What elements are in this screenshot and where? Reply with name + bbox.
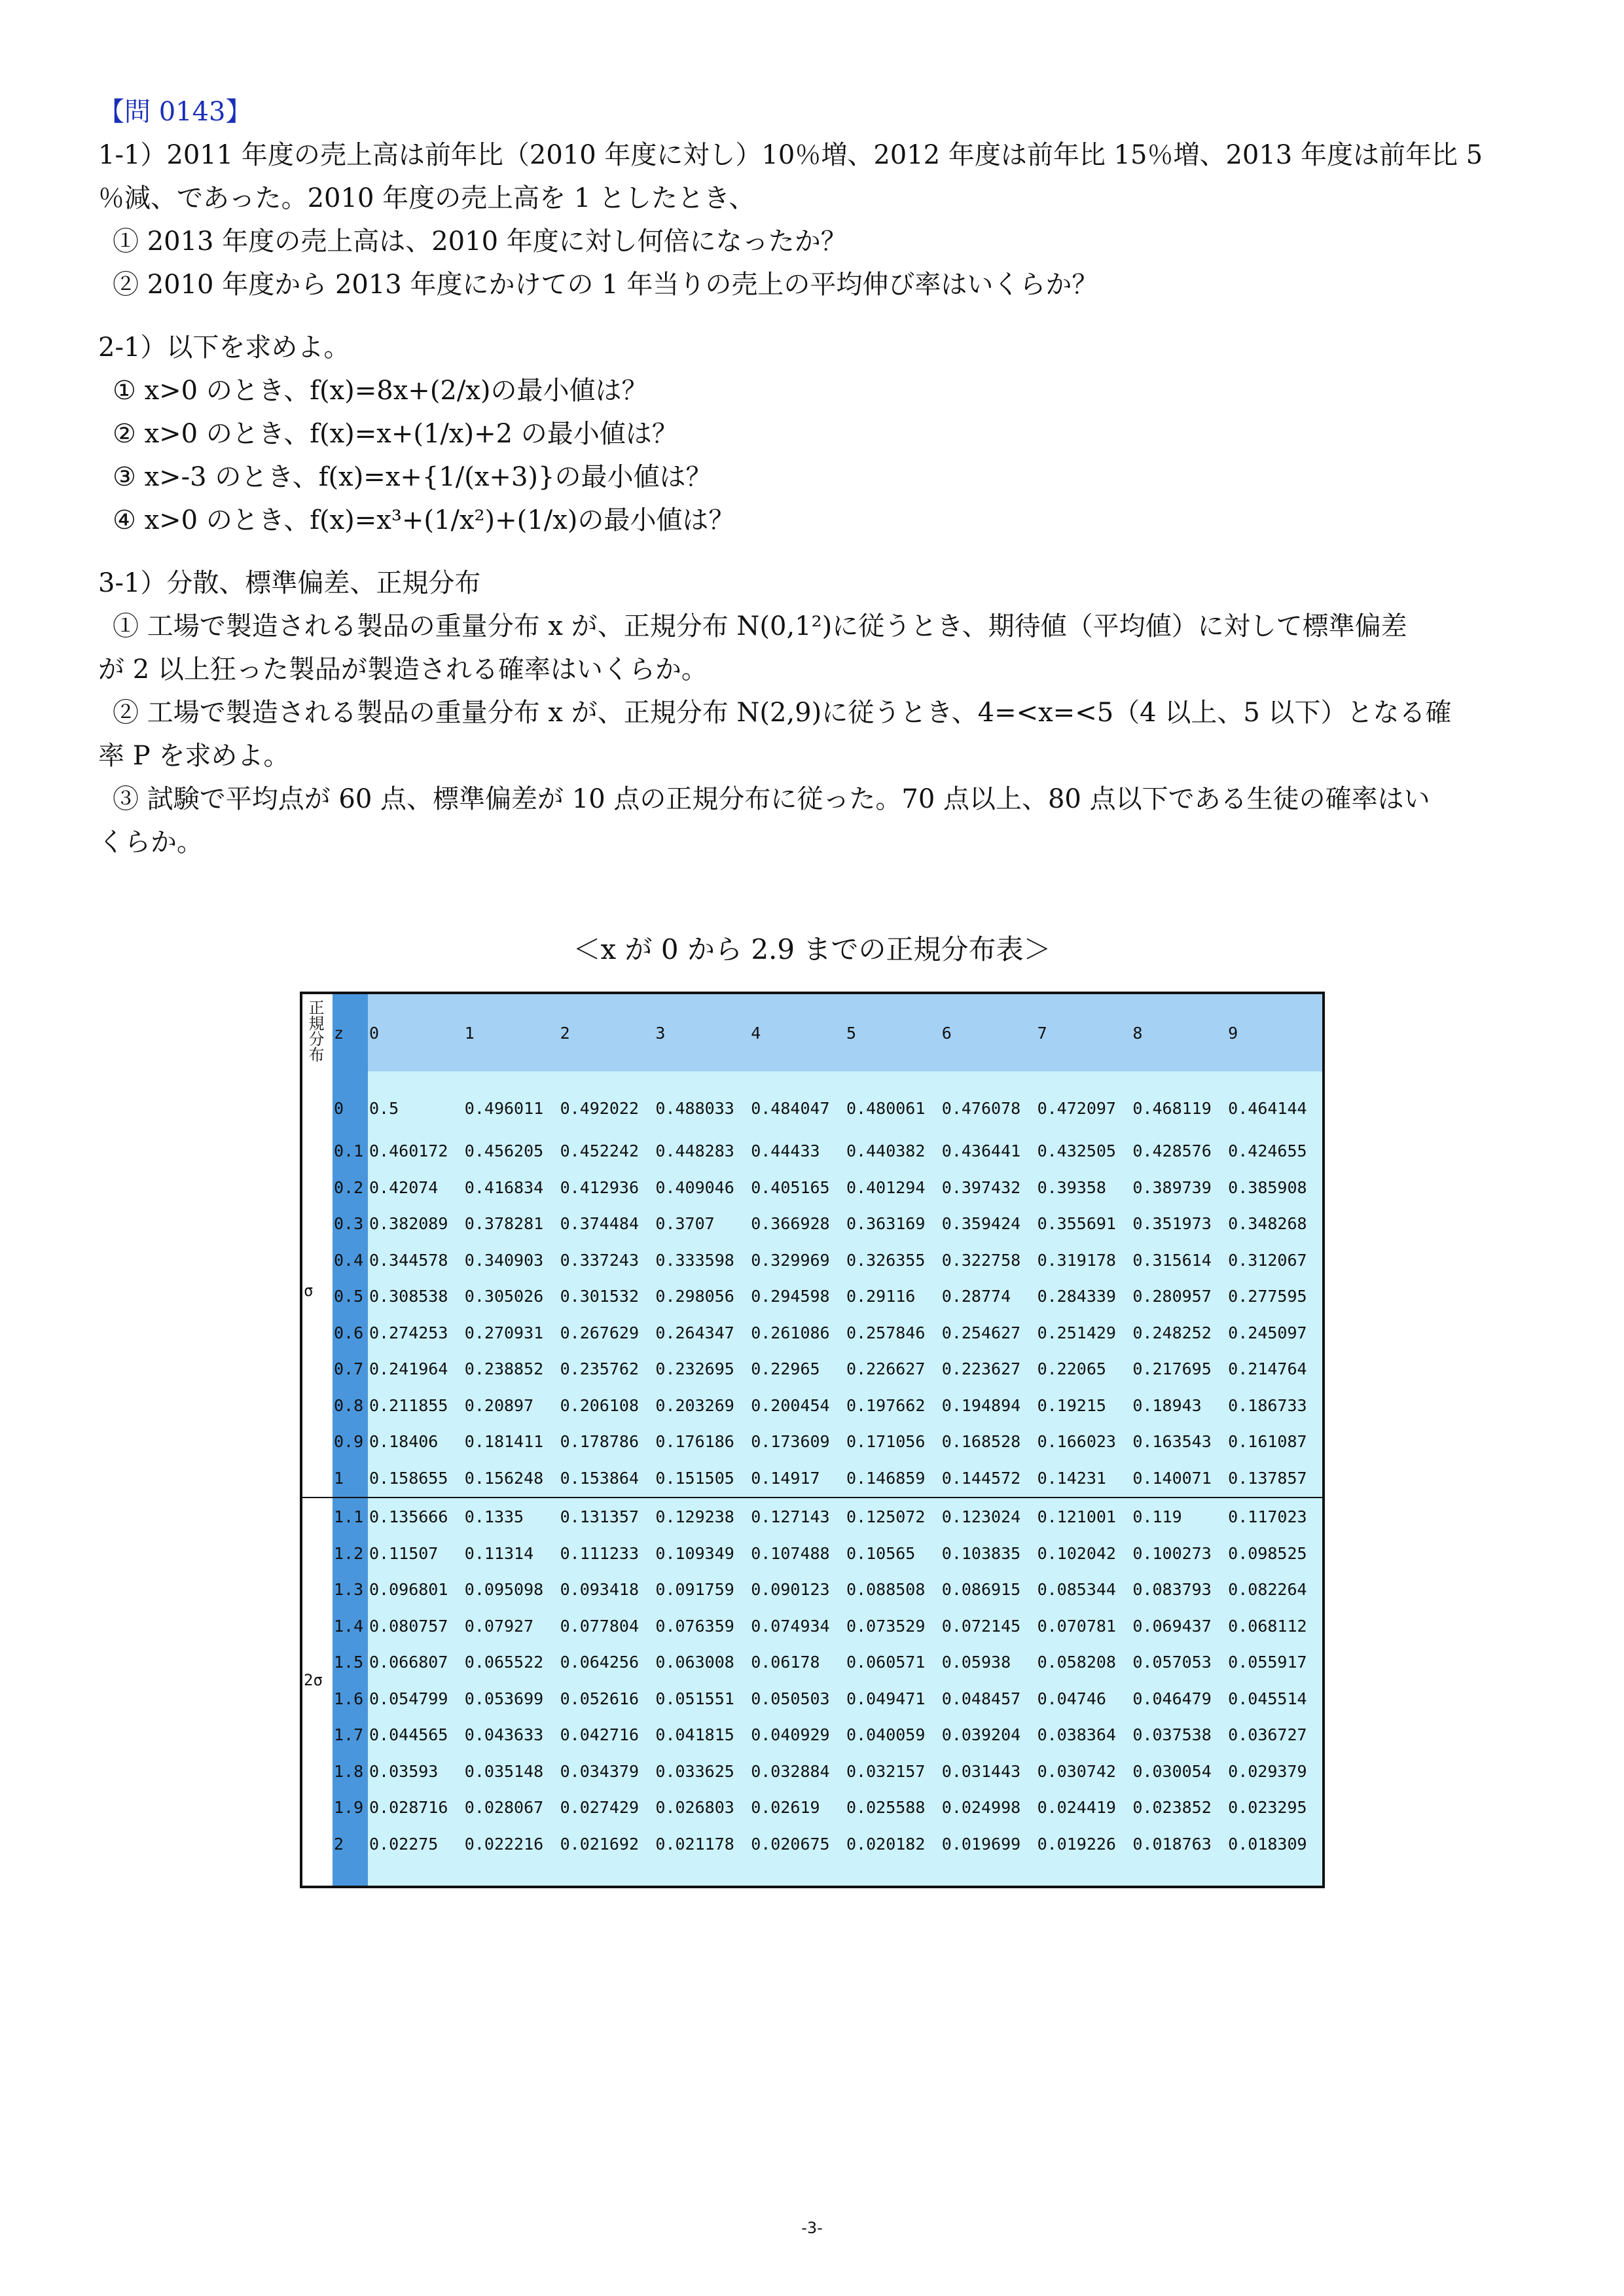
probability-cell: 0.030054 — [1131, 1753, 1227, 1789]
probability-cell: 0.203269 — [654, 1387, 749, 1424]
probability-cell: 0.129238 — [654, 1498, 749, 1535]
probability-cell: 0.05938 — [941, 1644, 1036, 1681]
probability-cell: 0.333598 — [654, 1242, 749, 1278]
table-row — [302, 1498, 1322, 1535]
probability-cell: 0.401294 — [845, 1169, 941, 1206]
probability-cell: 0.378281 — [463, 1206, 559, 1242]
q2-item3: ③ x>-3 のとき、f(x)=x+{1/(x+3)}の最小値は？ — [113, 462, 712, 492]
column-header: 8 — [1131, 994, 1227, 1071]
normal-distribution-table — [300, 992, 1325, 1888]
sigma-side-cell — [302, 1071, 333, 1498]
probability-cell: 0.18406 — [368, 1424, 463, 1460]
probability-cell: 0.363169 — [845, 1206, 941, 1242]
probability-cell: 0.326355 — [845, 1242, 941, 1278]
probability-cell: 0.085344 — [1036, 1571, 1132, 1608]
table-row — [302, 1825, 1322, 1862]
column-header: 2 — [559, 994, 655, 1071]
probability-cell: 0.11314 — [463, 1535, 559, 1571]
two-sigma-side-cell — [302, 1498, 333, 1862]
z-value-cell: 0.1 — [333, 1133, 368, 1170]
probability-cell: 0.1335 — [463, 1498, 559, 1535]
probability-cell: 0.018763 — [1131, 1825, 1227, 1862]
z-value-cell: 1.2 — [333, 1535, 368, 1571]
z-value-cell: 1.6 — [333, 1680, 368, 1717]
probability-cell: 0.211855 — [368, 1387, 463, 1424]
probability-cell: 0.355691 — [1036, 1206, 1132, 1242]
q3-heading: 3-1）分散、標準偏差、正規分布 — [98, 568, 481, 598]
z-value-cell: 0.9 — [333, 1424, 368, 1460]
probability-cell: 0.02275 — [368, 1825, 463, 1862]
probability-cell: 0.359424 — [941, 1206, 1036, 1242]
column-header: 1 — [463, 994, 559, 1071]
q3-item2-line1: ② 工場で製造される製品の重量分布 x が、正規分布 N(2,9)に従うとき、4=<x=<5（4 以上、5 以下）となる確 — [113, 698, 1452, 728]
table-row — [302, 1571, 1322, 1608]
table-row — [302, 1717, 1322, 1753]
probability-cell: 0.091759 — [654, 1571, 749, 1608]
probability-cell: 0.452242 — [559, 1133, 655, 1170]
z-value-cell: 1.9 — [333, 1789, 368, 1826]
q1-item2: ② 2010 年度から 2013 年度にかけての 1 年当りの売上の平均伸び率はいくらか？ — [113, 270, 1098, 300]
probability-cell: 0.436441 — [941, 1133, 1036, 1170]
z-value-cell: 1.8 — [333, 1753, 368, 1789]
probability-cell: 0.023852 — [1131, 1789, 1227, 1826]
probability-cell: 0.052616 — [559, 1680, 655, 1717]
q2-item2: ② x>0 のとき、f(x)=x+(1/x)+2 の最小値は？ — [113, 419, 678, 449]
probability-cell: 0.389739 — [1131, 1169, 1227, 1206]
probability-cell: 0.046479 — [1131, 1680, 1227, 1717]
column-header: 9 — [1227, 994, 1322, 1071]
table-row — [302, 1789, 1322, 1826]
probability-cell: 0.060571 — [845, 1644, 941, 1681]
probability-cell: 0.238852 — [463, 1351, 559, 1388]
probability-cell: 0.146859 — [845, 1460, 941, 1497]
probability-cell: 0.018309 — [1227, 1825, 1322, 1862]
side-label-cell — [302, 994, 333, 1071]
z-value-cell: 1.1 — [333, 1498, 368, 1535]
column-header: 7 — [1036, 994, 1132, 1071]
probability-cell: 0.041815 — [654, 1717, 749, 1753]
probability-cell: 0.032157 — [845, 1753, 941, 1789]
probability-cell: 0.315614 — [1131, 1242, 1227, 1278]
table-row — [302, 1424, 1322, 1460]
probability-cell: 0.312067 — [1227, 1242, 1322, 1278]
column-header: 0 — [368, 994, 463, 1071]
probability-cell: 0.464144 — [1227, 1071, 1322, 1133]
probability-cell: 0.223627 — [941, 1351, 1036, 1388]
probability-cell: 0.29116 — [845, 1278, 941, 1315]
z-value-cell: 0.5 — [333, 1278, 368, 1315]
probability-cell: 0.488033 — [654, 1071, 749, 1133]
probability-cell: 0.173609 — [749, 1424, 845, 1460]
z-value-cell: 1.4 — [333, 1607, 368, 1644]
table-row — [302, 1753, 1322, 1789]
probability-cell: 0.340903 — [463, 1242, 559, 1278]
q1-line2: ％減、であった。2010 年度の売上高を 1 としたとき、 — [98, 183, 755, 213]
probability-cell: 0.168528 — [941, 1424, 1036, 1460]
z-value-cell: 1.3 — [333, 1571, 368, 1608]
probability-cell: 0.329969 — [749, 1242, 845, 1278]
probability-cell: 0.040929 — [749, 1717, 845, 1753]
probability-cell: 0.064256 — [559, 1644, 655, 1681]
probability-cell: 0.098525 — [1227, 1535, 1322, 1571]
probability-cell: 0.305026 — [463, 1278, 559, 1315]
probability-cell: 0.484047 — [749, 1071, 845, 1133]
probability-cell: 0.344578 — [368, 1242, 463, 1278]
probability-cell: 0.217695 — [1131, 1351, 1227, 1388]
probability-cell: 0.024419 — [1036, 1789, 1132, 1826]
probability-cell: 0.348268 — [1227, 1206, 1322, 1242]
probability-cell: 0.048457 — [941, 1680, 1036, 1717]
probability-cell: 0.043633 — [463, 1717, 559, 1753]
spacer-z — [333, 1862, 368, 1886]
probability-cell: 0.14917 — [749, 1460, 845, 1497]
z-value-cell: 0.4 — [333, 1242, 368, 1278]
probability-cell: 0.151505 — [654, 1460, 749, 1497]
spacer-side — [302, 1862, 333, 1886]
z-value-cell: 0.3 — [333, 1206, 368, 1242]
z-value-cell: 0 — [333, 1071, 368, 1133]
probability-cell: 0.026803 — [654, 1789, 749, 1826]
probability-cell: 0.069437 — [1131, 1607, 1227, 1644]
probability-cell: 0.158655 — [368, 1460, 463, 1497]
table-row — [302, 1644, 1322, 1681]
probability-cell: 0.051551 — [654, 1680, 749, 1717]
probability-cell: 0.038364 — [1036, 1717, 1132, 1753]
z-value-cell: 1.5 — [333, 1644, 368, 1681]
probability-cell: 0.076359 — [654, 1607, 749, 1644]
probability-cell: 0.5 — [368, 1071, 463, 1133]
probability-cell: 0.022216 — [463, 1825, 559, 1862]
probability-cell: 0.090123 — [749, 1571, 845, 1608]
probability-cell: 0.127143 — [749, 1498, 845, 1535]
probability-cell: 0.027429 — [559, 1789, 655, 1826]
probability-cell: 0.10565 — [845, 1535, 941, 1571]
probability-cell: 0.280957 — [1131, 1278, 1227, 1315]
probability-cell: 0.385908 — [1227, 1169, 1322, 1206]
probability-cell: 0.28774 — [941, 1278, 1036, 1315]
probability-cell: 0.083793 — [1131, 1571, 1227, 1608]
probability-cell: 0.267629 — [559, 1314, 655, 1351]
probability-cell: 0.06178 — [749, 1644, 845, 1681]
probability-cell: 0.137857 — [1227, 1460, 1322, 1497]
table-title: ＜x が 0 から 2.9 までの正規分布表＞ — [573, 933, 1051, 965]
probability-cell: 0.416834 — [463, 1169, 559, 1206]
probability-cell: 0.200454 — [749, 1387, 845, 1424]
probability-cell: 0.460172 — [368, 1133, 463, 1170]
probability-cell: 0.123024 — [941, 1498, 1036, 1535]
q2-heading: 2-1）以下を求めよ。 — [98, 332, 350, 363]
z-value-cell: 1 — [333, 1460, 368, 1497]
column-header: 6 — [941, 994, 1036, 1071]
probability-cell: 0.468119 — [1131, 1071, 1227, 1133]
probability-cell: 0.107488 — [749, 1535, 845, 1571]
probability-cell: 0.176186 — [654, 1424, 749, 1460]
probability-cell: 0.366928 — [749, 1206, 845, 1242]
probability-cell: 0.068112 — [1227, 1607, 1322, 1644]
q3-item3-line1: ③ 試験で平均点が 60 点、標準偏差が 10 点の正規分布に従った。70 点以上、80 点以下である生徒の確率はい — [113, 784, 1430, 814]
probability-cell: 0.082264 — [1227, 1571, 1322, 1608]
probability-cell: 0.028067 — [463, 1789, 559, 1826]
probability-cell: 0.492022 — [559, 1071, 655, 1133]
probability-cell: 0.121001 — [1036, 1498, 1132, 1535]
q2-item4: ④ x>0 のとき、f(x)=x³+(1/x²)+(1/x)の最小値は？ — [113, 505, 735, 535]
probability-cell: 0.049471 — [845, 1680, 941, 1717]
probability-cell: 0.02619 — [749, 1789, 845, 1826]
probability-cell: 0.248252 — [1131, 1314, 1227, 1351]
q1-line1: 1-1）2011 年度の売上高は前年比（2010 年度に対し）10％増、2012 年度は前年比 15％増、2013 年度は前年比 5 — [98, 140, 1483, 170]
probability-cell: 0.025588 — [845, 1789, 941, 1826]
table-row — [302, 1535, 1322, 1571]
probability-cell: 0.19215 — [1036, 1387, 1132, 1424]
question-title: 【問 0143】 — [98, 97, 252, 127]
probability-cell: 0.042716 — [559, 1717, 655, 1753]
probability-cell: 0.037538 — [1131, 1717, 1227, 1753]
probability-cell: 0.055917 — [1227, 1644, 1322, 1681]
probability-cell: 0.04746 — [1036, 1680, 1132, 1717]
probability-cell: 0.065522 — [463, 1644, 559, 1681]
probability-cell: 0.029379 — [1227, 1753, 1322, 1789]
probability-cell: 0.030742 — [1036, 1753, 1132, 1789]
probability-cell: 0.086915 — [941, 1571, 1036, 1608]
probability-cell: 0.063008 — [654, 1644, 749, 1681]
probability-cell: 0.44433 — [749, 1133, 845, 1170]
probability-cell: 0.111233 — [559, 1535, 655, 1571]
probability-cell: 0.144572 — [941, 1460, 1036, 1497]
probability-cell: 0.135666 — [368, 1498, 463, 1535]
probability-cell: 0.035148 — [463, 1753, 559, 1789]
table-body — [302, 994, 1322, 1886]
probability-cell: 0.153864 — [559, 1460, 655, 1497]
probability-cell: 0.308538 — [368, 1278, 463, 1315]
probability-cell: 0.020182 — [845, 1825, 941, 1862]
probability-cell: 0.040059 — [845, 1717, 941, 1753]
probability-cell: 0.053699 — [463, 1680, 559, 1717]
probability-cell: 0.412936 — [559, 1169, 655, 1206]
probability-cell: 0.261086 — [749, 1314, 845, 1351]
table-row — [302, 1169, 1322, 1206]
q3-item1-line2: が 2 以上狂った製品が製造される確率はいくらか。 — [98, 655, 708, 685]
probability-cell: 0.14231 — [1036, 1460, 1132, 1497]
probability-cell: 0.194894 — [941, 1387, 1036, 1424]
probability-cell: 0.39358 — [1036, 1169, 1132, 1206]
probability-cell: 0.057053 — [1131, 1644, 1227, 1681]
probability-cell: 0.131357 — [559, 1498, 655, 1535]
probability-cell: 0.42074 — [368, 1169, 463, 1206]
probability-cell: 0.024998 — [941, 1789, 1036, 1826]
probability-cell: 0.021178 — [654, 1825, 749, 1862]
probability-cell: 0.428576 — [1131, 1133, 1227, 1170]
probability-cell: 0.254627 — [941, 1314, 1036, 1351]
question-content — [98, 90, 1525, 864]
probability-cell: 0.409046 — [654, 1169, 749, 1206]
probability-cell: 0.034379 — [559, 1753, 655, 1789]
probability-cell: 0.07927 — [463, 1607, 559, 1644]
probability-cell: 0.245097 — [1227, 1314, 1322, 1351]
probability-cell: 0.072145 — [941, 1607, 1036, 1644]
probability-cell: 0.119 — [1131, 1498, 1227, 1535]
probability-cell: 0.117023 — [1227, 1498, 1322, 1535]
probability-cell: 0.036727 — [1227, 1717, 1322, 1753]
probability-cell: 0.448283 — [654, 1133, 749, 1170]
probability-cell: 0.140071 — [1131, 1460, 1227, 1497]
side-label: 正規分布 — [306, 999, 324, 1062]
probability-cell: 0.021692 — [559, 1825, 655, 1862]
probability-cell: 0.033625 — [654, 1753, 749, 1789]
probability-cell: 0.301532 — [559, 1278, 655, 1315]
probability-cell: 0.274253 — [368, 1314, 463, 1351]
probability-cell: 0.031443 — [941, 1753, 1036, 1789]
probability-cell: 0.074934 — [749, 1607, 845, 1644]
probability-cell: 0.044565 — [368, 1717, 463, 1753]
probability-cell: 0.397432 — [941, 1169, 1036, 1206]
column-header: 3 — [654, 994, 749, 1071]
q3-item1-line1: ① 工場で製造される製品の重量分布 x が、正規分布 N(0,1²)に従うとき、期待値（平均値）に対して標準偏差 — [113, 611, 1407, 641]
probability-cell: 0.472097 — [1036, 1071, 1132, 1133]
probability-cell: 0.163543 — [1131, 1424, 1227, 1460]
probability-cell: 0.166023 — [1036, 1424, 1132, 1460]
probability-cell: 0.264347 — [654, 1314, 749, 1351]
probability-cell: 0.019226 — [1036, 1825, 1132, 1862]
z-value-cell: 0.8 — [333, 1387, 368, 1424]
probability-cell: 0.03593 — [368, 1753, 463, 1789]
table-row — [302, 1607, 1322, 1644]
q2-item1: ① x>0 のとき、f(x)=8x+(2/x)の最小値は？ — [113, 376, 648, 406]
table-header-row — [302, 994, 1322, 1071]
table-row — [302, 1206, 1322, 1242]
probability-cell: 0.424655 — [1227, 1133, 1322, 1170]
probability-cell: 0.351973 — [1131, 1206, 1227, 1242]
probability-cell: 0.102042 — [1036, 1535, 1132, 1571]
probability-cell: 0.156248 — [463, 1460, 559, 1497]
sigma-label: σ — [304, 1281, 314, 1300]
probability-cell: 0.496011 — [463, 1071, 559, 1133]
probability-cell: 0.337243 — [559, 1242, 655, 1278]
probability-cell: 0.214764 — [1227, 1351, 1322, 1388]
probability-cell: 0.077804 — [559, 1607, 655, 1644]
probability-cell: 0.125072 — [845, 1498, 941, 1535]
table-row — [302, 1242, 1322, 1278]
probability-cell: 0.181411 — [463, 1424, 559, 1460]
probability-cell: 0.3707 — [654, 1206, 749, 1242]
probability-cell: 0.241964 — [368, 1351, 463, 1388]
probability-cell: 0.480061 — [845, 1071, 941, 1133]
probability-cell: 0.054799 — [368, 1680, 463, 1717]
q3-item3-line2: くらか。 — [98, 827, 203, 857]
z-value-cell: 0.7 — [333, 1351, 368, 1388]
probability-cell: 0.18943 — [1131, 1387, 1227, 1424]
probability-cell: 0.226627 — [845, 1351, 941, 1388]
table-row — [302, 1314, 1322, 1351]
probability-cell: 0.382089 — [368, 1206, 463, 1242]
probability-cell: 0.058208 — [1036, 1644, 1132, 1681]
probability-cell: 0.073529 — [845, 1607, 941, 1644]
probability-cell: 0.298056 — [654, 1278, 749, 1315]
probability-cell: 0.235762 — [559, 1351, 655, 1388]
z-value-cell: 0.6 — [333, 1314, 368, 1351]
probability-cell: 0.206108 — [559, 1387, 655, 1424]
probability-cell: 0.161087 — [1227, 1424, 1322, 1460]
z-header: z — [333, 994, 368, 1071]
z-value-cell: 2 — [333, 1825, 368, 1862]
two-sigma-label: 2σ — [304, 1670, 323, 1689]
table-row — [302, 1278, 1322, 1315]
probability-cell: 0.178786 — [559, 1424, 655, 1460]
probability-cell: 0.096801 — [368, 1571, 463, 1608]
spacer-data — [368, 1862, 1322, 1886]
q3-item2-line2: 率 P を求めよ。 — [98, 741, 290, 771]
probability-cell: 0.093418 — [559, 1571, 655, 1608]
probability-cell: 0.088508 — [845, 1571, 941, 1608]
z-value-cell: 1.7 — [333, 1717, 368, 1753]
probability-cell: 0.020675 — [749, 1825, 845, 1862]
probability-cell: 0.103835 — [941, 1535, 1036, 1571]
table-grid — [302, 994, 1322, 1886]
table-row — [302, 1071, 1322, 1133]
probability-cell: 0.22065 — [1036, 1351, 1132, 1388]
probability-cell: 0.11507 — [368, 1535, 463, 1571]
probability-cell: 0.095098 — [463, 1571, 559, 1608]
probability-cell: 0.294598 — [749, 1278, 845, 1315]
probability-cell: 0.319178 — [1036, 1242, 1132, 1278]
column-header: 4 — [749, 994, 845, 1071]
table-row — [302, 1387, 1322, 1424]
column-header: 5 — [845, 994, 941, 1071]
table-spacer-row — [302, 1862, 1322, 1886]
probability-cell: 0.039204 — [941, 1717, 1036, 1753]
probability-cell: 0.100273 — [1131, 1535, 1227, 1571]
probability-cell: 0.023295 — [1227, 1789, 1322, 1826]
probability-cell: 0.066807 — [368, 1644, 463, 1681]
probability-cell: 0.197662 — [845, 1387, 941, 1424]
probability-cell: 0.028716 — [368, 1789, 463, 1826]
probability-cell: 0.251429 — [1036, 1314, 1132, 1351]
table-row — [302, 1460, 1322, 1497]
probability-cell: 0.232695 — [654, 1351, 749, 1388]
probability-cell: 0.277595 — [1227, 1278, 1322, 1315]
probability-cell: 0.109349 — [654, 1535, 749, 1571]
probability-cell: 0.186733 — [1227, 1387, 1322, 1424]
probability-cell: 0.405165 — [749, 1169, 845, 1206]
table-row — [302, 1351, 1322, 1388]
probability-cell: 0.440382 — [845, 1133, 941, 1170]
probability-cell: 0.476078 — [941, 1071, 1036, 1133]
probability-cell: 0.257846 — [845, 1314, 941, 1351]
probability-cell: 0.20897 — [463, 1387, 559, 1424]
probability-cell: 0.284339 — [1036, 1278, 1132, 1315]
probability-cell: 0.070781 — [1036, 1607, 1132, 1644]
z-value-cell: 0.2 — [333, 1169, 368, 1206]
probability-cell: 0.432505 — [1036, 1133, 1132, 1170]
probability-cell: 0.171056 — [845, 1424, 941, 1460]
probability-cell: 0.322758 — [941, 1242, 1036, 1278]
probability-cell: 0.22965 — [749, 1351, 845, 1388]
probability-cell: 0.270931 — [463, 1314, 559, 1351]
page-number: -3- — [801, 2219, 823, 2237]
q1-item1: ① 2013 年度の売上高は、2010 年度に対し何倍になったか？ — [113, 226, 847, 257]
probability-cell: 0.019699 — [941, 1825, 1036, 1862]
probability-cell: 0.032884 — [749, 1753, 845, 1789]
probability-cell: 0.050503 — [749, 1680, 845, 1717]
probability-cell: 0.374484 — [559, 1206, 655, 1242]
table-row — [302, 1680, 1322, 1717]
probability-cell: 0.045514 — [1227, 1680, 1322, 1717]
probability-cell: 0.080757 — [368, 1607, 463, 1644]
probability-cell: 0.456205 — [463, 1133, 559, 1170]
table-row — [302, 1133, 1322, 1170]
